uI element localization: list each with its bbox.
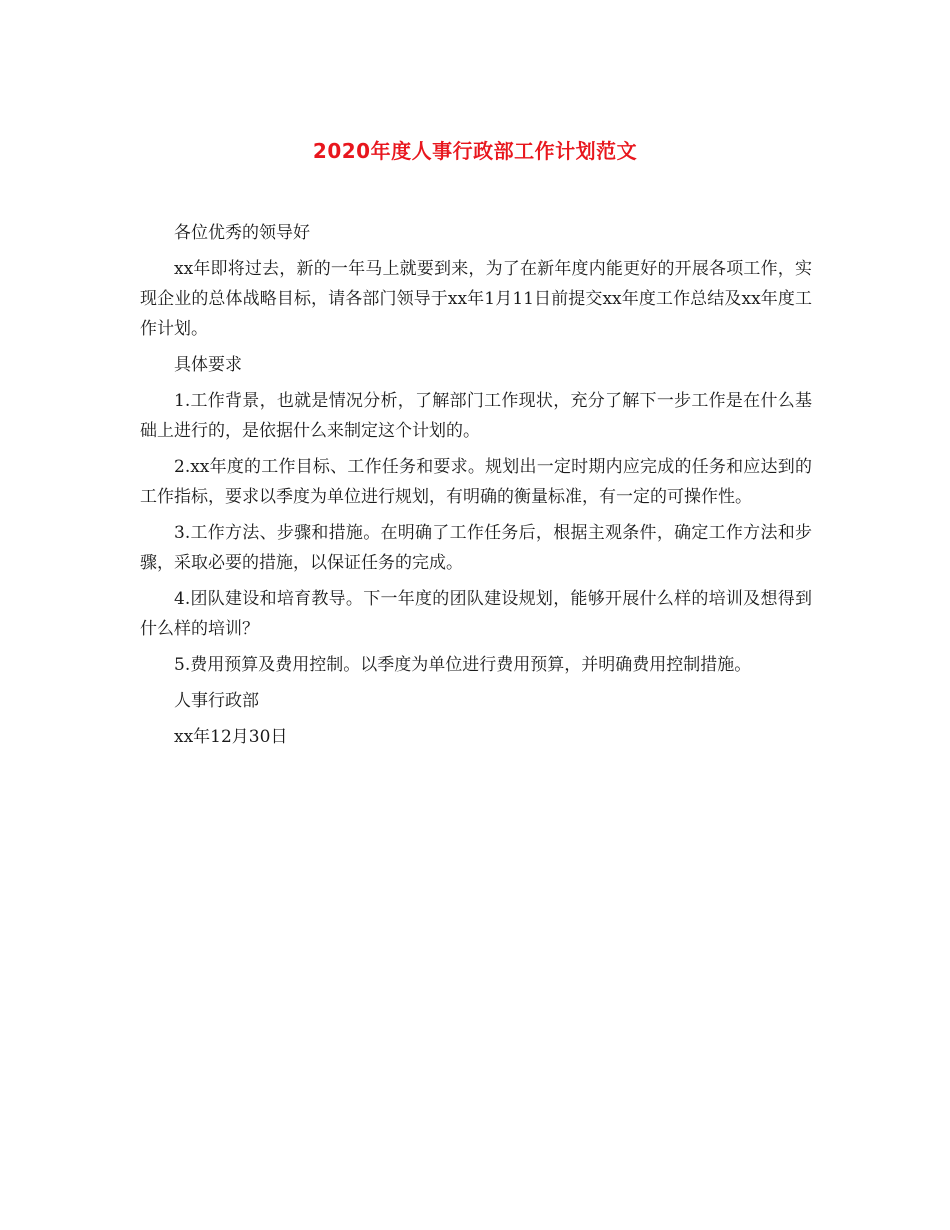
- requirements-heading: 具体要求: [174, 355, 242, 375]
- intro-paragraph: xx年即将过去，新的一年马上就要到来，为了在新年度内能更好的开展各项工作，实现企业的总体战略目标，请各部门领导于xx年1月11日前提交xx年度工作总结及xx年度工作计划。: [140, 259, 812, 339]
- requirement-item-3: 3.工作方法、步骤和措施。在明确了工作任务后，根据主观条件，确定工作方法和步骤，采取必要的措施，以保证任务的完成。: [140, 523, 812, 573]
- requirement-item-2: 2.xx年度的工作目标、工作任务和要求。规划出一定时期内应完成的任务和应达到的工作指标，要求以季度为单位进行规划，有明确的衡量标准，有一定的可操作性。: [140, 457, 812, 507]
- document-body: [140, 218, 812, 758]
- requirement-item-1: 1.工作背景，也就是情况分析，了解部门工作现状，充分了解下一步工作是在什么基础上进行的，是依据什么来制定这个计划的。: [140, 391, 812, 441]
- signature-department: 人事行政部: [174, 691, 259, 711]
- requirement-item-4: 4.团队建设和培育教导。下一年度的团队建设规划，能够开展什么样的培训及想得到什么样的培训？: [140, 589, 812, 639]
- document-title: 2020年度人事行政部工作计划范文: [312, 139, 638, 163]
- requirement-item-5: 5.费用预算及费用控制。以季度为单位进行费用预算，并明确费用控制措施。: [174, 655, 752, 675]
- greeting-paragraph: 各位优秀的领导好: [174, 223, 310, 243]
- signature-date: xx年12月30日: [174, 727, 288, 747]
